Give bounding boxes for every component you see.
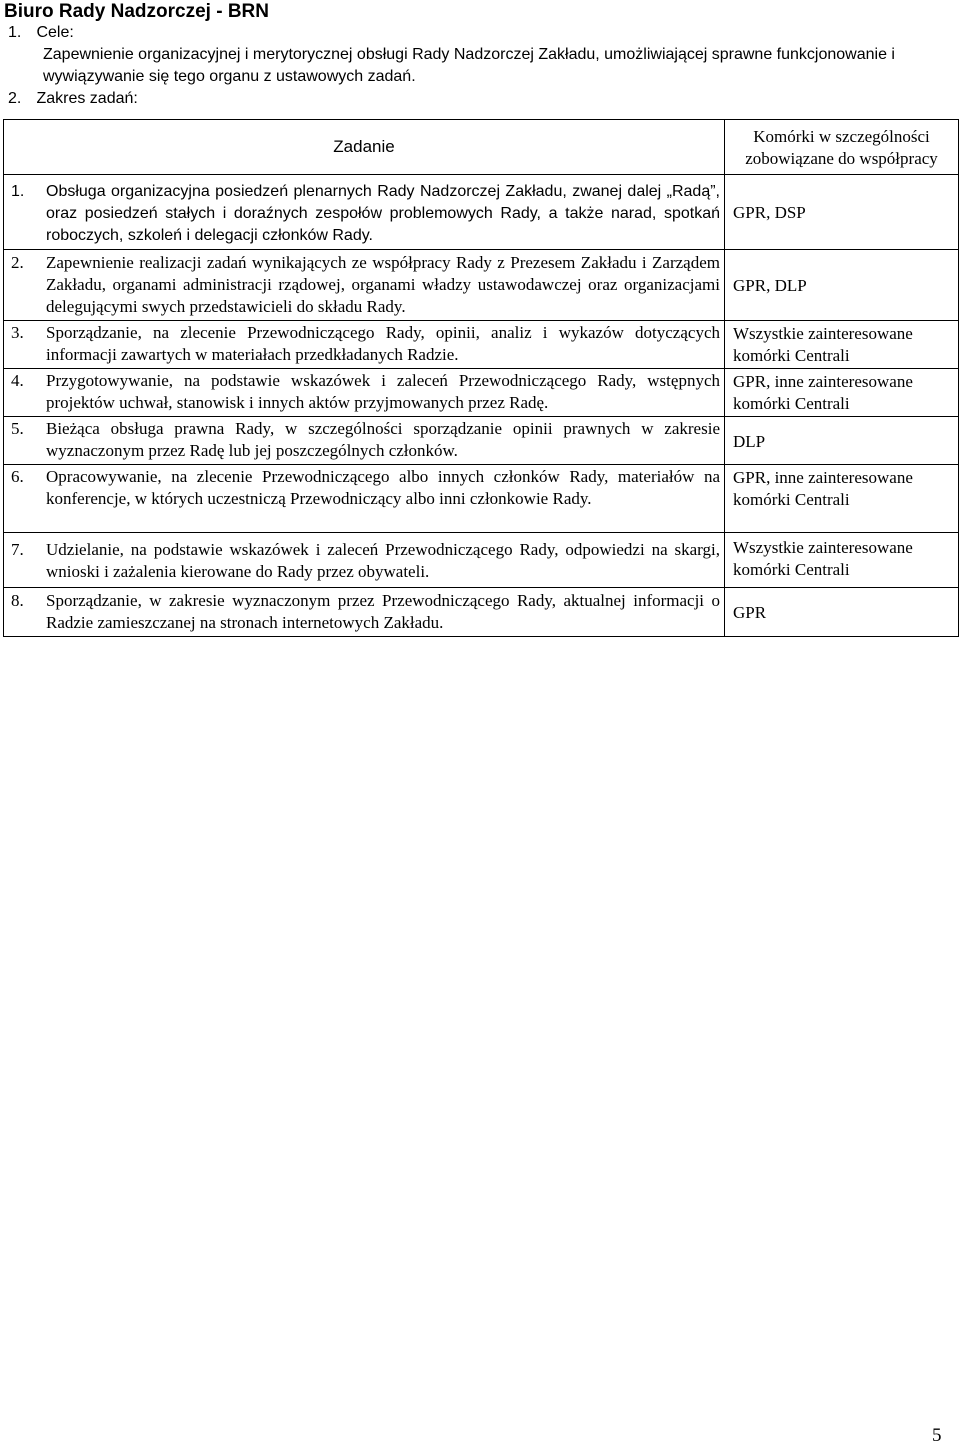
task-text: Opracowywanie, na zlecenie Przewodniczącego albo innych członków Rady, materiałów na konferencje, w których uczestniczą Przewodniczący albo inni członkowie Rady. [46,467,720,508]
table-row [4,533,959,588]
task-text: Przygotowywanie, na podstawie wskazówek i zaleceń Przewodniczącego Rady, wstępnych projektów uchwał, stanowisk i innych aktów przyjmowanych przez Radę. [46,371,720,412]
table-header-row [4,120,959,175]
units-text: GPR, DLP [733,276,807,295]
units-cell [725,175,959,250]
table-row [4,465,959,533]
task-text: Sporządzanie, na zlecenie Przewodniczącego Rady, opinii, analiz i wykazów dotyczących informacji zawartych w materiałach przedkładanych Radzie. [46,323,720,364]
table-row [4,588,959,637]
task-cell [4,417,725,465]
task-text: Zapewnienie realizacji zadań wynikających ze współpracy Rady z Prezesem Zakładu i Zarządem Zakładu, organami administracji rządowej, organami władzy ustawodawczej oraz organizacjami delegującymi swych przedstawicieli do składu Rady. [46,253,720,316]
table-row [4,369,959,417]
units-text: GPR [733,603,767,622]
tasks-table [3,119,959,637]
task-number: 2. [11,253,24,272]
section-tasks-heading [8,88,138,110]
table-row [4,417,959,465]
header-task: Zadanie [4,120,725,175]
units-cell [725,465,959,533]
units-cell [725,417,959,465]
units-text: DLP [733,431,766,451]
units-text: GPR, inne zainteresowane komórki Centrali [733,372,913,413]
table-row [4,321,959,369]
section-label: Cele: [36,24,74,41]
task-text: Sporządzanie, w zakresie wyznaczonym przez Przewodniczącego Rady, aktualnej informacji o Radzie zamieszczanej na stronach internetowych Zakładu. [46,591,720,632]
table-row [4,250,959,321]
task-cell [4,321,725,369]
units-text: GPR, inne zainteresowane komórki Centrali [733,468,913,509]
section-goals-heading [8,22,74,44]
task-cell [4,250,725,321]
task-cell [4,369,725,417]
section-number: 2. [8,90,22,107]
units-cell [725,321,959,369]
task-number: 3. [11,323,24,342]
units-cell [725,369,959,417]
task-number: 8. [11,591,24,610]
section-label: Zakres zadań: [36,90,138,107]
goal-paragraph: Zapewnienie organizacyjnej i merytorycznej obsługi Rady Nadzorczej Zakładu, umożliwiającej sprawne funkcjonowanie i wywiązywanie się tego organu z ustawowych zadań. [43,46,895,85]
section-number: 1. [8,24,22,41]
task-text: Bieżąca obsługa prawna Rady, w szczególności sporządzanie opinii prawnych w zakresie wyznaczonym przez Radę lub jej poszczególnych członków. [46,419,720,460]
units-text: Wszystkie zainteresowane komórki Centrali [733,538,913,579]
units-text: Wszystkie zainteresowane komórki Centrali [733,324,913,365]
task-cell [4,465,725,533]
document-title: Biuro Rady Nadzorczej - BRN [4,1,269,22]
task-cell [4,175,725,250]
task-text: Udzielanie, na podstawie wskazówek i zaleceń Przewodniczącego Rady, odpowiedzi na skargi, wnioski i zażalenia kierowane do Rady przez obywateli. [46,540,720,581]
task-number: 5. [11,419,24,438]
units-text: GPR, DSP [733,203,806,222]
task-number: 7. [11,540,24,559]
task-cell [4,588,725,637]
units-cell [725,588,959,637]
task-text: Obsługa organizacyjna posiedzeń plenarnych Rady Nadzorczej Zakładu, zwanej dalej „Radą”, oraz posiedzeń stałych i doraźnych zespołów problemowych Rady, a także narad, spotkań roboczych, szkoleń i delegacji członków Rady. [46,183,720,244]
task-cell [4,533,725,588]
table-row [4,175,959,250]
task-number: 1. [11,183,25,200]
header-units: Komórki w szczególności zobowiązane do współpracy [725,120,959,175]
task-number: 6. [11,467,24,486]
units-cell [725,250,959,321]
units-cell [725,533,959,588]
task-number: 4. [11,371,24,390]
page-number: 5 [932,1425,942,1446]
